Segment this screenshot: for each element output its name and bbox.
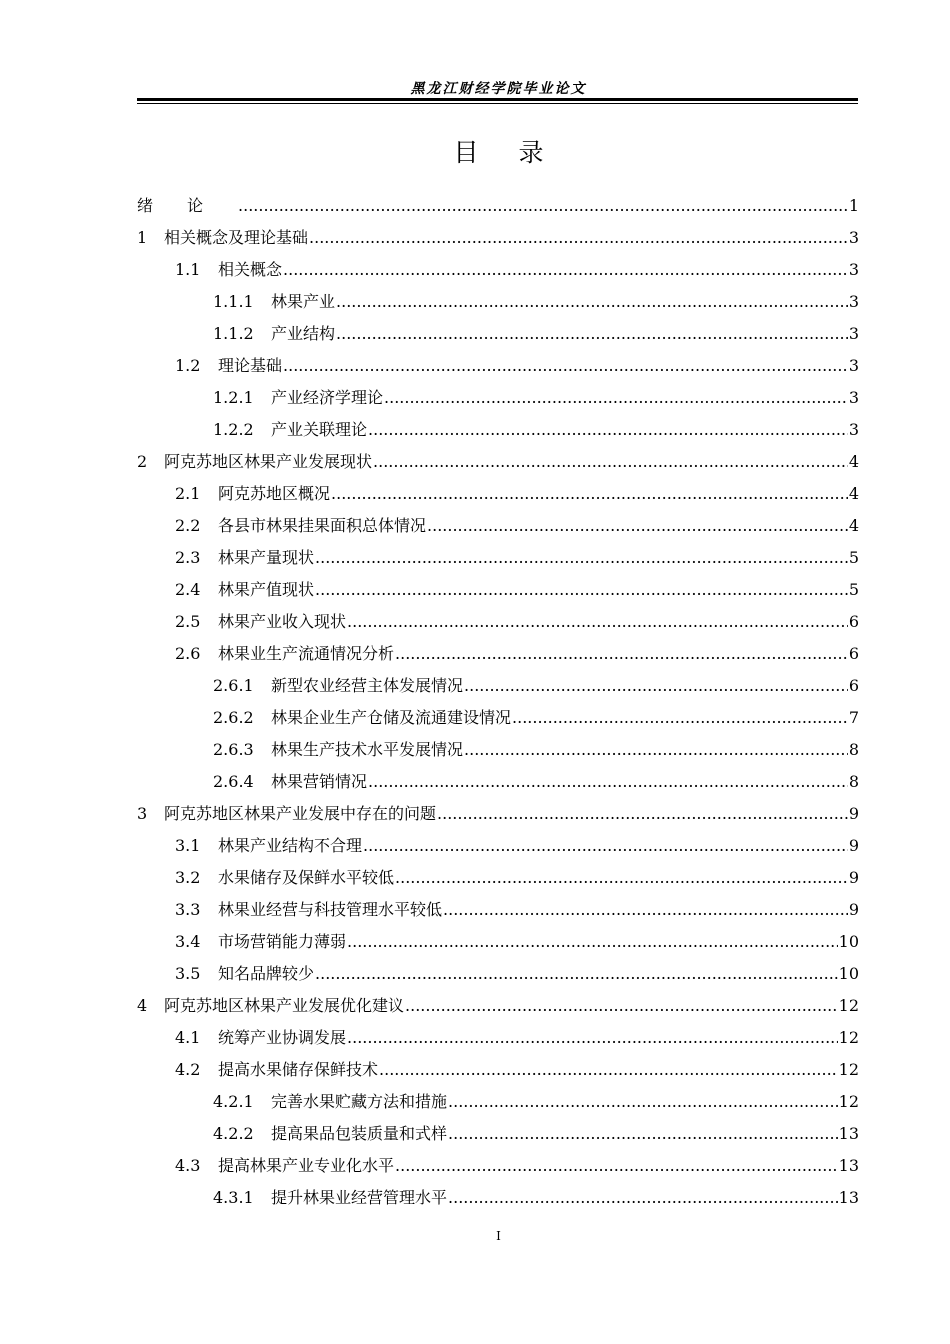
toc-dot-leader <box>448 1086 838 1118</box>
toc-dot-leader <box>347 926 838 958</box>
toc-entry-title: 林果产业结构不合理 <box>218 836 363 855</box>
toc-entry-title: 林果营销情况 <box>271 772 368 791</box>
toc-entry-title: 水果储存及保鲜水平较低 <box>218 868 395 887</box>
toc-entry[interactable] <box>137 414 859 446</box>
toc-entry-title: 相关概念及理论基础 <box>164 228 309 247</box>
toc-entry-number: 4.2.1 <box>213 1092 254 1111</box>
toc-entry[interactable] <box>137 638 859 670</box>
toc-entry-page: 5 <box>848 548 859 567</box>
toc-entry-title: 林果业生产流通情况分析 <box>218 644 395 663</box>
toc-dot-leader <box>384 382 848 414</box>
toc-entry-title: 产业关联理论 <box>271 420 368 439</box>
toc-entry-page: 3 <box>848 324 859 343</box>
toc-dot-leader <box>395 638 848 670</box>
toc-entry-number: 2.5 <box>175 612 201 631</box>
toc-entry-page: 6 <box>848 676 859 695</box>
toc-entry-page: 5 <box>848 580 859 599</box>
toc-entry-number: 3.1 <box>175 836 201 855</box>
toc-entry-title: 统筹产业协调发展 <box>218 1028 347 1047</box>
toc-entry-title: 知名品牌较少 <box>218 964 315 983</box>
toc-dot-leader <box>238 190 848 222</box>
toc-dot-leader <box>448 1118 838 1150</box>
toc-entry-page: 12 <box>838 996 859 1015</box>
toc-entry[interactable] <box>137 990 859 1022</box>
toc-dot-leader <box>315 542 848 574</box>
toc-dot-leader <box>405 990 838 1022</box>
toc-entry-number: 2.3 <box>175 548 201 567</box>
toc-entry-number: 2.4 <box>175 580 201 599</box>
toc-entry-page: 3 <box>848 356 859 375</box>
toc-entry-page: 9 <box>848 900 859 919</box>
toc-entry-title: 绪论 <box>137 196 238 215</box>
toc-entry-title: 理论基础 <box>218 356 283 375</box>
toc-entry-number: 2.6.2 <box>213 708 254 727</box>
toc-entry[interactable] <box>137 382 859 414</box>
toc-entry-page: 4 <box>848 484 859 503</box>
toc-entry-title: 林果产业 <box>271 292 336 311</box>
toc-dot-leader <box>373 446 848 478</box>
toc-dot-leader <box>395 1150 838 1182</box>
toc-dot-leader <box>363 830 848 862</box>
toc-entry-number: 2.6.4 <box>213 772 254 791</box>
toc-entry-title: 阿克苏地区林果产业发展优化建议 <box>164 996 405 1015</box>
toc-dot-leader <box>437 798 848 830</box>
toc-dot-leader <box>464 670 848 702</box>
toc-entry-title: 市场营销能力薄弱 <box>218 932 347 951</box>
toc-entry[interactable] <box>137 1022 859 1054</box>
toc-entry-page: 6 <box>848 612 859 631</box>
toc-entry-page: 3 <box>848 292 859 311</box>
running-header-title: 黑龙江财经学院毕业论文 <box>410 81 587 97</box>
toc-dot-leader <box>315 574 848 606</box>
toc-dot-leader <box>443 894 848 926</box>
toc-entry-title: 提高林果产业专业化水平 <box>218 1156 395 1175</box>
toc-dot-leader <box>283 254 848 286</box>
toc-entry-title: 各县市林果挂果面积总体情况 <box>218 516 427 535</box>
toc-dot-leader <box>512 702 848 734</box>
toc-entry[interactable] <box>137 1150 859 1182</box>
toc-entry-number: 3 <box>137 804 148 823</box>
toc-dot-leader <box>395 862 848 894</box>
toc-entry-page: 3 <box>848 228 859 247</box>
toc-entry-title: 新型农业经营主体发展情况 <box>271 676 464 695</box>
toc-entry-number: 4 <box>137 996 148 1015</box>
toc-dot-leader <box>448 1182 838 1214</box>
toc-entry[interactable] <box>137 766 859 798</box>
toc-entry-page: 13 <box>838 1124 859 1143</box>
toc-entry-number: 1 <box>137 228 148 247</box>
toc-entry[interactable] <box>137 1118 859 1150</box>
toc-entry-number: 3.4 <box>175 932 201 951</box>
toc-entry-page: 9 <box>848 836 859 855</box>
toc-entry-page: 4 <box>848 452 859 471</box>
toc-entry-number: 1.2 <box>175 356 201 375</box>
toc-entry-number: 4.1 <box>175 1028 201 1047</box>
toc-entry[interactable] <box>137 1054 859 1086</box>
toc-entry[interactable] <box>137 958 859 990</box>
toc-entry-page: 13 <box>838 1156 859 1175</box>
toc-entry[interactable] <box>137 222 859 254</box>
toc-dot-leader <box>331 478 848 510</box>
toc-entry-title: 提高果品包装质量和式样 <box>271 1124 448 1143</box>
toc-entry-number: 3.5 <box>175 964 201 983</box>
toc-entry[interactable] <box>137 190 859 222</box>
toc-entry-title: 提高水果储存保鲜技术 <box>218 1060 379 1079</box>
toc-entry-page: 3 <box>848 388 859 407</box>
toc-entry[interactable] <box>137 510 859 542</box>
toc-entry-number: 2.6 <box>175 644 201 663</box>
toc-entry-title: 提升林果业经营管理水平 <box>271 1188 448 1207</box>
toc-entry-title: 林果产业收入现状 <box>218 612 347 631</box>
toc-entry[interactable] <box>137 926 859 958</box>
toc-entry-number: 4.3.1 <box>213 1188 254 1207</box>
toc-entry-number: 1.2.1 <box>213 388 254 407</box>
toc-entry-page: 9 <box>848 868 859 887</box>
toc-dot-leader <box>379 1054 838 1086</box>
toc-entry-number: 4.2 <box>175 1060 201 1079</box>
toc-entry-title: 产业经济学理论 <box>271 388 384 407</box>
toc-entry-title: 林果生产技术水平发展情况 <box>271 740 464 759</box>
toc-dot-leader <box>315 958 838 990</box>
table-of-contents <box>137 190 859 1214</box>
toc-entry-page: 3 <box>848 420 859 439</box>
toc-entry-page: 9 <box>848 804 859 823</box>
toc-entry-number: 4.2.2 <box>213 1124 254 1143</box>
toc-entry[interactable] <box>137 318 859 350</box>
toc-dot-leader <box>336 318 848 350</box>
toc-entry-number: 2.2 <box>175 516 201 535</box>
toc-entry[interactable] <box>137 734 859 766</box>
toc-entry-number: 3.2 <box>175 868 201 887</box>
toc-entry-title: 林果业经营与科技管理水平较低 <box>218 900 443 919</box>
toc-entry-page: 13 <box>838 1188 859 1207</box>
toc-entry[interactable] <box>137 1182 859 1214</box>
toc-entry[interactable] <box>137 862 859 894</box>
toc-entry-page: 12 <box>838 1092 859 1111</box>
toc-entry-number: 2.6.1 <box>213 676 254 695</box>
toc-entry-title: 阿克苏地区林果产业发展中存在的问题 <box>164 804 437 823</box>
toc-entry-title: 相关概念 <box>218 260 283 279</box>
toc-entry-page: 12 <box>838 1060 859 1079</box>
toc-entry-number: 1.1.1 <box>213 292 254 311</box>
toc-entry[interactable] <box>137 894 859 926</box>
toc-entry-title: 阿克苏地区概况 <box>218 484 331 503</box>
toc-dot-leader <box>347 1022 838 1054</box>
toc-entry-number: 4.3 <box>175 1156 201 1175</box>
toc-entry[interactable] <box>137 798 859 830</box>
toc-entry[interactable] <box>137 542 859 574</box>
toc-entry-page: 10 <box>838 932 859 951</box>
toc-title: 目录 <box>453 138 584 167</box>
toc-entry-title: 林果产量现状 <box>218 548 315 567</box>
toc-entry-page: 8 <box>848 772 859 791</box>
toc-dot-leader <box>368 766 848 798</box>
toc-entry-page: 3 <box>848 260 859 279</box>
toc-entry-page: 6 <box>848 644 859 663</box>
toc-entry[interactable] <box>137 350 859 382</box>
toc-entry-page: 4 <box>848 516 859 535</box>
toc-dot-leader <box>336 286 848 318</box>
toc-entry-page: 12 <box>838 1028 859 1047</box>
toc-entry-number: 2.6.3 <box>213 740 254 759</box>
toc-entry[interactable] <box>137 478 859 510</box>
toc-entry-page: 8 <box>848 740 859 759</box>
toc-entry-page: 10 <box>838 964 859 983</box>
toc-entry[interactable] <box>137 446 859 478</box>
header-rule-thick <box>137 98 858 101</box>
toc-entry[interactable] <box>137 606 859 638</box>
toc-entry-number: 1.2.2 <box>213 420 254 439</box>
toc-entry[interactable] <box>137 574 859 606</box>
toc-entry[interactable] <box>137 254 859 286</box>
toc-entry-title: 产业结构 <box>271 324 336 343</box>
toc-entry-number: 3.3 <box>175 900 201 919</box>
toc-entry-title: 林果产值现状 <box>218 580 315 599</box>
toc-dot-leader <box>283 350 848 382</box>
toc-entry-number: 2.1 <box>175 484 201 503</box>
toc-dot-leader <box>309 222 848 254</box>
toc-entry-number: 1.1.2 <box>213 324 254 343</box>
footer-page-number: I <box>496 1229 501 1243</box>
toc-dot-leader <box>464 734 848 766</box>
toc-entry[interactable] <box>137 1086 859 1118</box>
header-rule-thin <box>137 103 858 104</box>
toc-dot-leader <box>427 510 848 542</box>
toc-entry[interactable] <box>137 670 859 702</box>
toc-entry-page: 1 <box>848 196 859 215</box>
toc-entry[interactable] <box>137 702 859 734</box>
toc-entry-page: 7 <box>848 708 859 727</box>
toc-entry-title: 林果企业生产仓储及流通建设情况 <box>271 708 512 727</box>
toc-entry-title: 完善水果贮藏方法和措施 <box>271 1092 448 1111</box>
toc-entry[interactable] <box>137 286 859 318</box>
toc-entry-title: 阿克苏地区林果产业发展现状 <box>164 452 373 471</box>
toc-entry-number: 2 <box>137 452 148 471</box>
toc-dot-leader <box>368 414 848 446</box>
toc-entry-number: 1.1 <box>175 260 201 279</box>
toc-entry[interactable] <box>137 830 859 862</box>
toc-dot-leader <box>347 606 848 638</box>
